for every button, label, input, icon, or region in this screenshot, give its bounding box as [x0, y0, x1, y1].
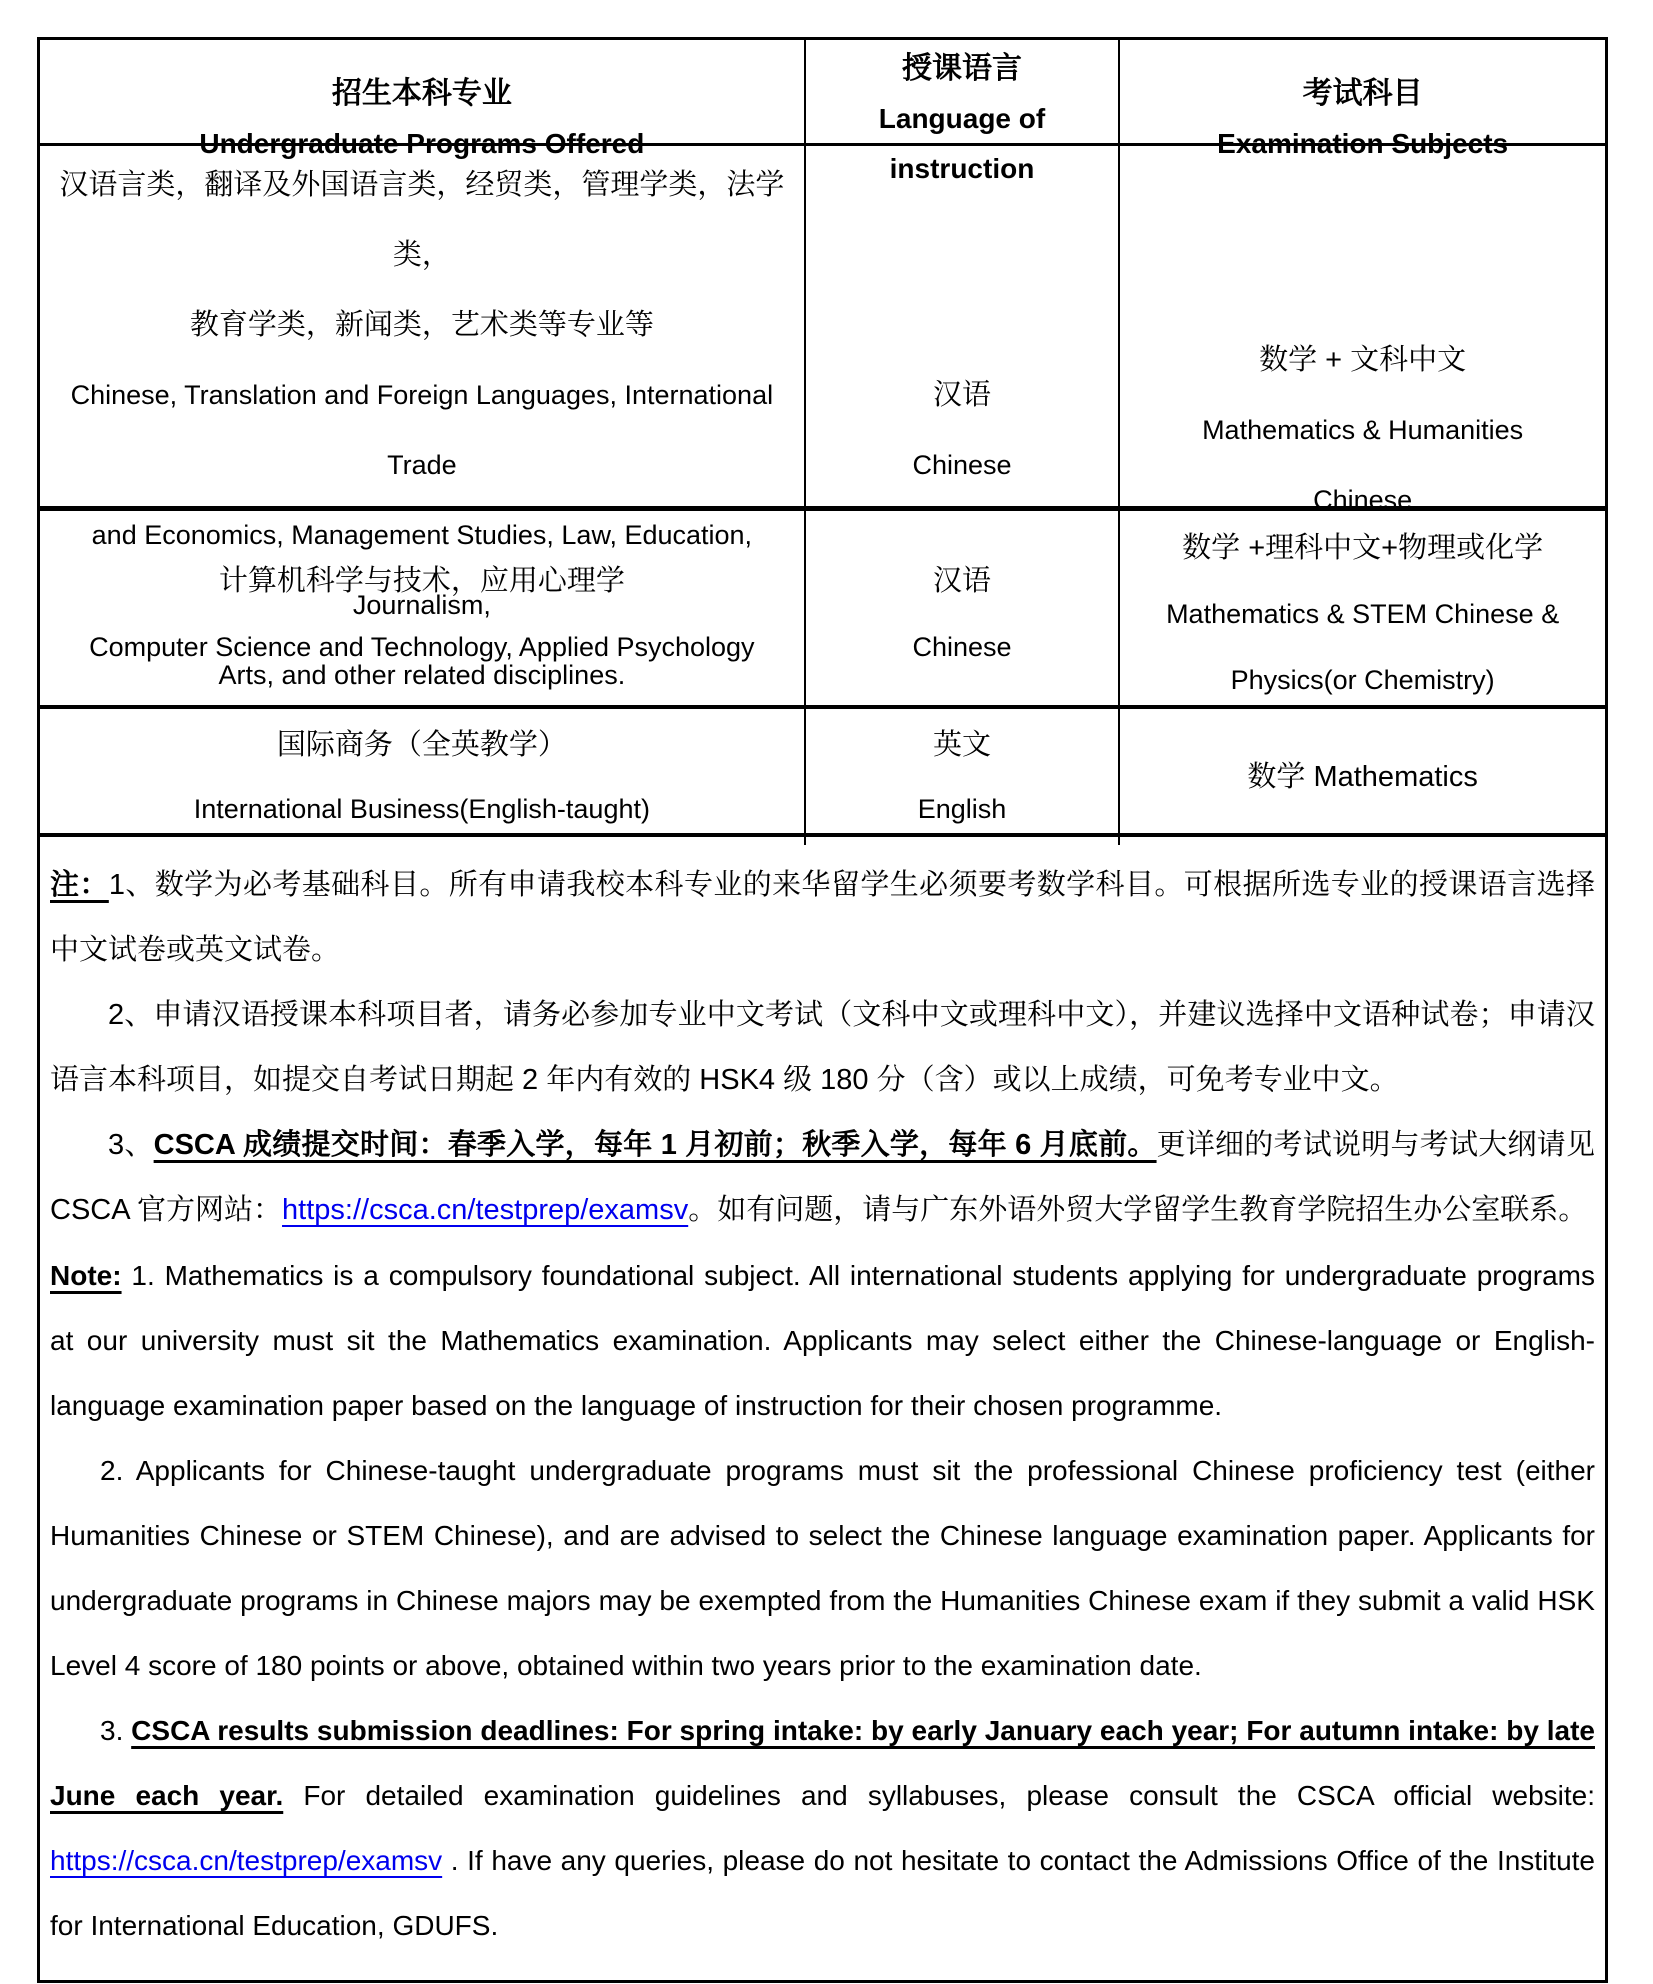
program-line: International Business(English-taught) [193, 794, 650, 824]
note-zh-3 [50, 1113, 1595, 1243]
programs-cell-row3 [40, 709, 804, 845]
program-line: Computer Science and Technology, Applied Psychology [89, 632, 755, 662]
language-line: English [917, 794, 1007, 824]
note-en-2-text: 2. Applicants for Chinese-taught undergraduate programs must sit the professional Chinese proficiency test (either Humanities Chinese or STEM Chinese), and are advised to select the Chinese language examination paper. Applicants for undergraduate programs in Chinese majors may be exempted from the Humanities Chinese exam if they submit a valid HSK Level 4 score of 180 points or above, obtained within two years prior to the examination date. [50, 1455, 1595, 1681]
header-language-en: Language of instruction [878, 103, 1046, 184]
program-line: Chinese, Translation and Foreign Languages, International Trade [70, 380, 774, 480]
language-line: 汉语 [932, 565, 991, 597]
exam-line: Mathematics & Humanities [1202, 415, 1524, 445]
table-row [40, 506, 1605, 705]
note-en-label: Note: [50, 1260, 122, 1291]
exam-line: Chinese [1313, 485, 1413, 515]
program-line: and Economics, Management Studies, Law, Education, Journalism, [91, 520, 753, 620]
program-line: 国际商务（全英教学） [276, 729, 567, 761]
note-en-3 [50, 1698, 1595, 1958]
exam-cell-row3 [1118, 709, 1605, 845]
exam-line: Mathematics & STEM Chinese & [1166, 599, 1560, 629]
note-zh-3-text: 更详细的考试说明与考试大纲请见 CSCA 官方网站： [50, 1129, 1595, 1226]
note-zh-3-text-after: 。如有问题，请与广东外语外贸大学留学生教育学院招生办公室联系。 [688, 1194, 1588, 1226]
csca-link-en[interactable]: https://csca.cn/testprep/examsv [50, 1845, 443, 1876]
exam-line: 数学 +理科中文+物理或化学 [1182, 532, 1544, 564]
program-line: 汉语言类，翻译及外国语言类，经贸类，管理学类，法学类， [59, 169, 785, 271]
header-exam-en: Examination Subjects [1217, 128, 1509, 159]
program-line: 教育学类，新闻类，艺术类等专业等 [189, 309, 654, 341]
table-row [40, 705, 1605, 833]
notes-section [40, 833, 1605, 1980]
table-header-row [40, 40, 1605, 184]
note-zh-2-text: 2、申请汉语授课本科项目者，请务必参加专业中文考试（文科中文或理科中文），并建议选择中文语种试卷；申请汉语言本科项目，如提交自考试日期起 2 年内有效的 HSK4 级 180 分（含）或以上成绩，可免考专业中文。 [50, 999, 1595, 1096]
exam-line: 数学 + 文科中文 [1259, 344, 1467, 376]
note-en-3-text-after: . If have any queries, please do not hesitate to contact the Admissions Office of the Institute for International Education, GDUFS. [50, 1845, 1595, 1941]
exam-line: Physics(or Chemistry) [1230, 665, 1495, 695]
language-cell-row2 [804, 511, 1119, 717]
note-zh-3-number: 3、 [108, 1129, 154, 1161]
note-zh-1-text: 1、数学为必考基础科目。所有申请我校本科专业的来华留学生必须要考数学科目。可根据所选专业的授课语言选择中文试卷或英文试卷。 [50, 869, 1595, 966]
note-zh-2 [50, 983, 1595, 1113]
note-zh-3-deadlines: CSCA 成绩提交时间：春季入学，每年 1 月初前；秋季入学，每年 6 月底前。 [153, 1129, 1157, 1161]
program-line: Arts, and other related disciplines. [218, 660, 626, 690]
language-cell-row3 [804, 709, 1119, 845]
header-exam-zh: 考试科目 [1302, 77, 1423, 110]
note-zh-label: 注： [50, 869, 109, 901]
header-programs-en: Undergraduate Programs Offered [199, 128, 645, 159]
language-line: 汉语 [932, 379, 991, 411]
note-en-3-number: 3. [100, 1715, 132, 1746]
exam-line: 数学 Mathematics [1247, 761, 1478, 793]
note-zh-1 [50, 853, 1595, 983]
exam-cell-row2 [1118, 511, 1605, 717]
programs-cell-row2 [40, 511, 804, 717]
language-line: 英文 [932, 729, 991, 761]
note-en-1 [50, 1243, 1595, 1438]
language-line: Chinese [912, 632, 1012, 662]
language-line: Chinese [912, 450, 1012, 480]
csca-link-zh[interactable]: https://csca.cn/testprep/examsv [282, 1194, 689, 1226]
program-line: 计算机科学与技术，应用心理学 [218, 565, 625, 597]
header-language-zh: 授课语言 [902, 52, 1022, 85]
admissions-table [37, 37, 1608, 1983]
note-en-3-deadlines: CSCA results submission deadlines: For spring intake: by early January each year; For autumn intake: by late June each year. [50, 1715, 1595, 1811]
note-en-3-text: For detailed examination guidelines and syllabuses, please consult the CSCA official website: [283, 1780, 1595, 1811]
header-programs-zh: 招生本科专业 [331, 77, 512, 110]
note-en-1-text: 1. Mathematics is a compulsory foundational subject. All international students applying for undergraduate programs at our university must sit the Mathematics examination. Applicants may select either the Chinese-language or English-language examination paper based on the language of instruction for their chosen programme. [50, 1260, 1595, 1421]
note-en-2 [50, 1438, 1595, 1698]
